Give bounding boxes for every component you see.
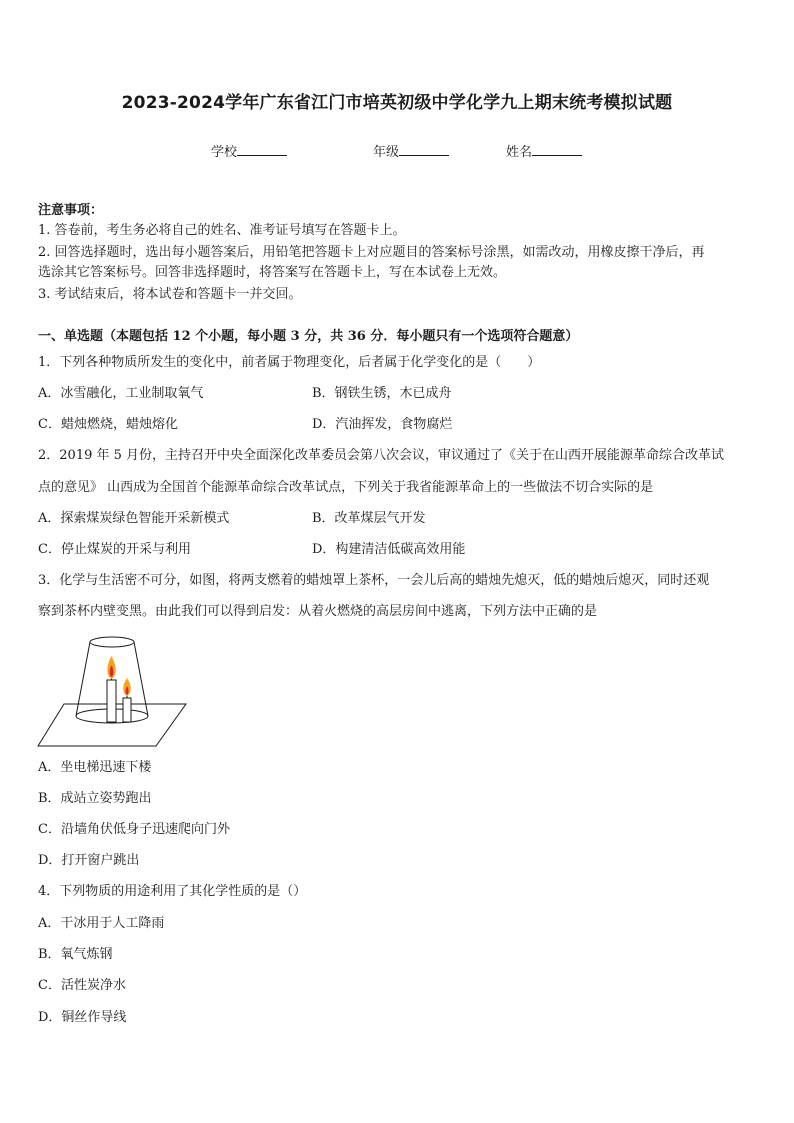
question-4-stem: 4．下列物质的用途利用了其化学性质的是（） xyxy=(38,884,307,899)
school-blank xyxy=(237,143,287,156)
name-label: 姓名 xyxy=(506,145,533,160)
cup-top-rim xyxy=(90,637,134,647)
notice-item-1: 1. 答卷前，考生务必将自己的姓名、准考证号填写在答题卡上。 xyxy=(38,223,406,238)
candle-cup-illustration xyxy=(36,632,188,752)
question-1-option-b: B．钢铁生锈，木已成舟 xyxy=(312,386,452,401)
question-3-stem-line-2: 察到茶杯内壁变黑。由此我们可以得到启发：从着火燃烧的高层房间中逃离，下列方法中正确的是 xyxy=(38,604,598,619)
question-3-option-b: B．成站立姿势跑出 xyxy=(38,791,152,806)
question-2-stem-line-2: 点的意见》 山西成为全国首个能源革命综合改革试点，下列关于我省能源革命上的一些做法不切合实际的是 xyxy=(38,480,654,495)
question-1-stem: 1．下列各种物质所发生的变化中，前者属于物理变化，后者属于化学变化的是（ ） xyxy=(38,355,541,370)
question-1-option-a: A．冰雪融化，工业制取氧气 xyxy=(38,386,204,401)
question-2-option-a: A．探索煤炭绿色智能开采新模式 xyxy=(38,511,230,526)
question-1-option-c: C．蜡烛燃烧，蜡烛熔化 xyxy=(38,417,178,432)
question-1-option-d: D．汽油挥发，食物腐烂 xyxy=(312,417,453,432)
grade-label: 年级 xyxy=(373,145,400,160)
name-blank xyxy=(532,143,582,156)
notice-item-2-line-2: 选涂其它答案标号。回答非选择题时，将答案写在答题卡上，写在本试卷上无效。 xyxy=(38,265,507,280)
question-3-option-d: D．打开窗户跳出 xyxy=(38,853,140,868)
question-2-stem-line-1: 2．2019 年 5 月份，主持召开中央全面深化改革委员会第八次会议，审议通过了《关于在山西开展能源革命综合改革试 xyxy=(38,448,725,463)
short-candle xyxy=(123,698,131,722)
question-2-option-b: B．改革煤层气开发 xyxy=(312,511,426,526)
grade-field xyxy=(373,141,449,160)
page-title: 2023-2024学年广东省江门市培英初级中学化学九上期末统考模拟试题 xyxy=(121,93,673,113)
school-field xyxy=(211,141,287,160)
question-4-option-a: A．干冰用于人工降雨 xyxy=(38,916,165,931)
question-4-option-b: B．氧气炼钢 xyxy=(38,947,113,962)
question-2-option-c: C．停止煤炭的开采与利用 xyxy=(38,542,191,557)
notice-heading: 注意事项： xyxy=(38,203,104,218)
question-3-option-a: A．坐电梯迅速下楼 xyxy=(38,760,152,775)
candle-cup-figure xyxy=(36,632,188,752)
question-3-option-c: C．沿墙角伏低身子迅速爬向门外 xyxy=(38,822,230,837)
notice-item-2-line-1: 2. 回答选择题时，选出每小题答案后，用铅笔把答题卡上对应题目的答案标号涂黑，如需改动，用橡皮擦干净后，再 xyxy=(38,245,705,260)
question-4-option-d: D．铜丝作导线 xyxy=(38,1010,127,1025)
section-heading: 一、单选题（本题包括 12 个小题，每小题 3 分，共 36 分．每小题只有一个选项符合题意） xyxy=(38,329,579,344)
name-field xyxy=(506,141,582,160)
question-4-option-c: C．活性炭净水 xyxy=(38,978,126,993)
notice-item-3: 3. 考试结束后，将本试卷和答题卡一并交回。 xyxy=(38,287,302,302)
question-3-stem-line-1: 3．化学与生活密不可分，如图，将两支燃着的蜡烛罩上茶杯，一会儿后高的蜡烛先熄灭，低的蜡烛后熄灭，同时还观 xyxy=(38,573,710,588)
question-2-option-d: D．构建清洁低碳高效用能 xyxy=(312,542,466,557)
school-label: 学校 xyxy=(211,145,238,160)
tall-candle xyxy=(107,680,116,722)
grade-blank xyxy=(399,143,449,156)
